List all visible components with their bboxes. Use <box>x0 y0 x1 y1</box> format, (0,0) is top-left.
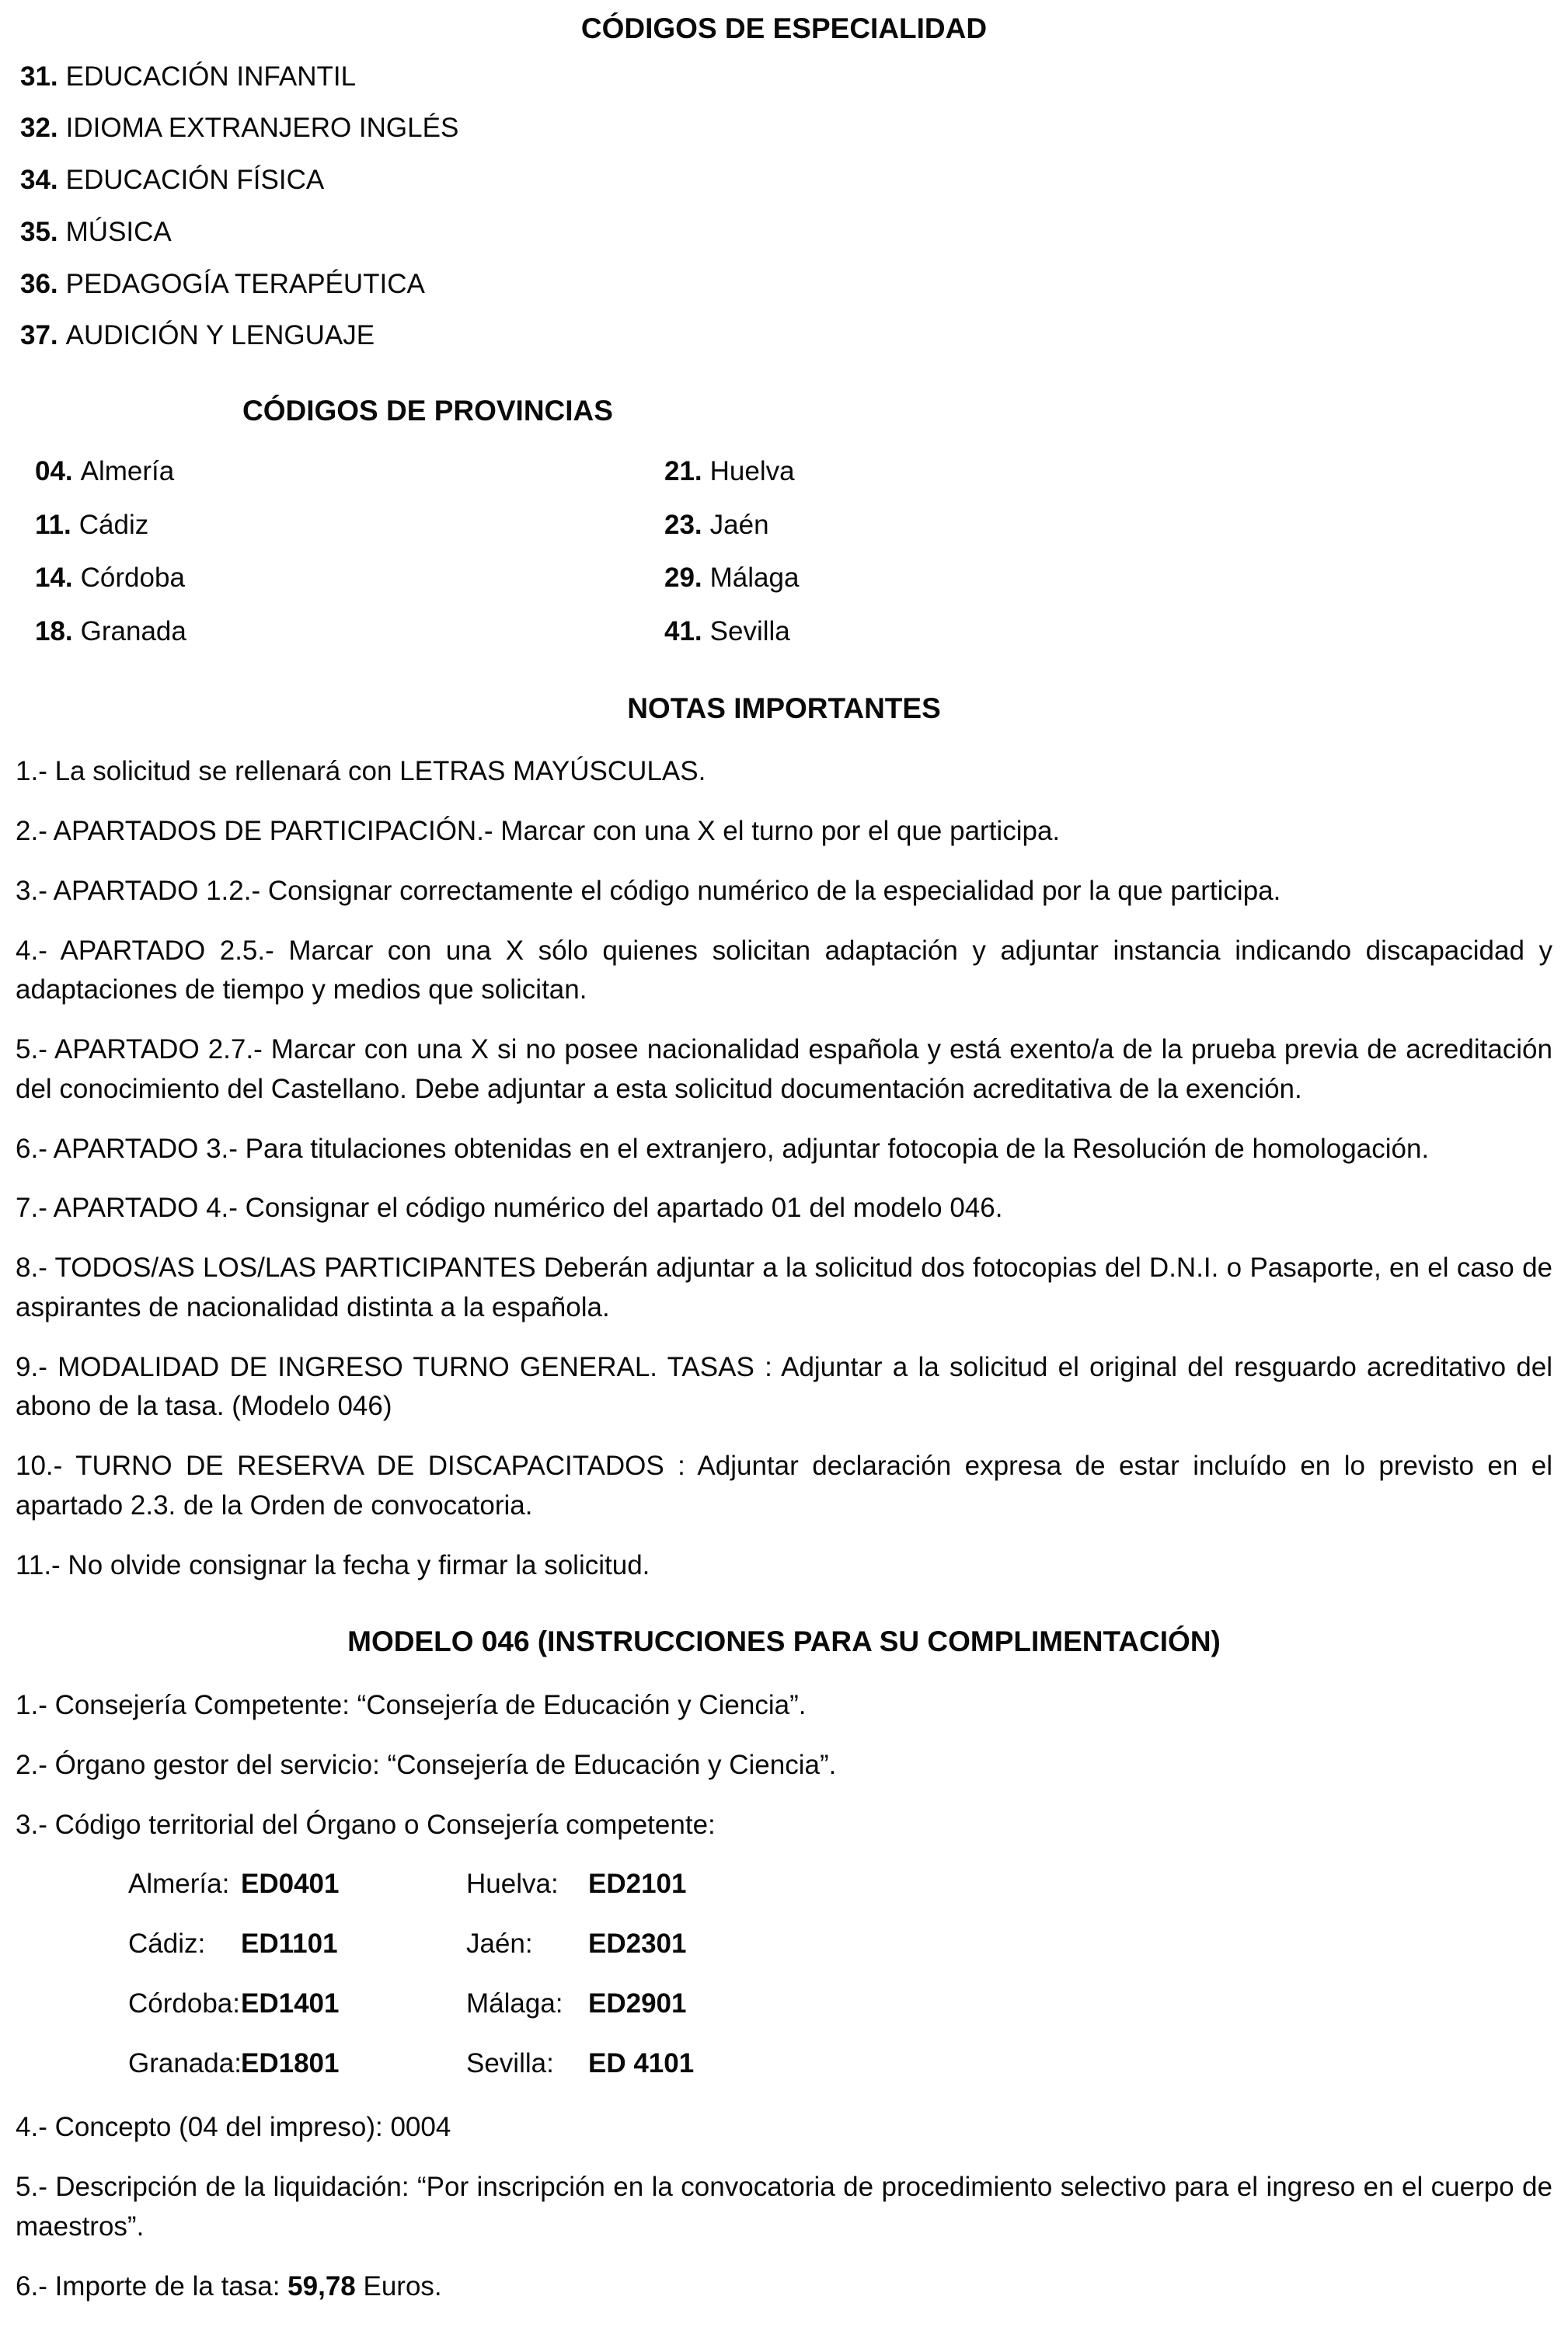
code-value: ED 4101 <box>588 2047 695 2078</box>
specialty-item <box>20 213 1552 253</box>
note-item: 1.- La solicitud se rellenará con LETRAS MAYÚSCULAS. <box>16 756 706 787</box>
code-value: ED1101 <box>241 1929 338 1960</box>
code-label: Almería: <box>128 1869 230 1900</box>
code-value: ED0401 <box>241 1869 340 1900</box>
province-item <box>35 506 664 545</box>
code-value: ED2101 <box>588 1869 687 1900</box>
province-label: Málaga <box>709 563 800 594</box>
modelo-item: 1.- Consejería Competente: “Consejería de Educación y Ciencia”. <box>16 1690 807 1721</box>
note-item: 6.- APARTADO 3.- Para titulaciones obtenidas en el extranjero, adjuntar fotocopia de la Resolución de homologación. <box>16 1133 1430 1164</box>
importe-prefix: 6.- Importe de la tasa: <box>16 2270 288 2301</box>
province-label: Jaén <box>709 509 769 540</box>
specialty-number: 35. <box>20 216 58 247</box>
modelo-heading: MODELO 046 (INSTRUCCIONES PARA SU COMPLIMENTACIÓN) <box>347 1625 1221 1658</box>
importe-line <box>16 2267 1552 2307</box>
code-label: Huelva: <box>466 1869 559 1900</box>
modelo-item-descripcion: 5.- Descripción de la liquidación: “Por inscripción en la convocatoria de procedimiento selectivo para el ingreso en el cuerpo de maestros”. <box>16 2172 1552 2242</box>
province-number: 21. <box>664 455 702 486</box>
note-item: 7.- APARTADO 4.- Consignar el código numérico del apartado 01 del modelo 046. <box>16 1193 1003 1224</box>
specialty-label: AUDICIÓN Y LENGUAJE <box>65 320 375 351</box>
note-item: 8.- TODOS/AS LOS/LAS PARTICIPANTES Deberán adjuntar a la solicitud dos fotocopias del D.N.I. o Pasaporte, en el caso de aspirantes de nacionalidad distinta a la española. <box>16 1253 1552 1322</box>
code-value: ED2301 <box>588 1929 687 1960</box>
specialty-number: 32. <box>20 113 58 144</box>
specialty-number: 34. <box>20 165 58 196</box>
province-label: Córdoba <box>80 563 185 594</box>
province-number: 29. <box>664 563 702 594</box>
notes-heading: NOTAS IMPORTANTES <box>627 692 941 724</box>
province-label: Huelva <box>709 455 795 486</box>
modelo-item: 3.- Código territorial del Órgano o Consejería competente: <box>16 1809 716 1840</box>
modelo-item-concepto: 4.- Concepto (04 del impreso): 0004 <box>16 2112 451 2143</box>
note-item: 4.- APARTADO 2.5.- Marcar con una X sólo quienes solicitan adaptación y adjuntar instancia indicando discapacidad y adaptaciones de tiempo y medios que solicitan. <box>16 935 1552 1005</box>
note-item: 2.- APARTADOS DE PARTICIPACIÓN.- Marcar con una X el turno por el que participa. <box>16 816 1061 847</box>
codes-table <box>128 1865 1061 2083</box>
province-label: Granada <box>80 616 186 647</box>
specialty-list <box>20 57 1552 357</box>
code-label: Málaga: <box>466 1988 563 2019</box>
province-label: Almería <box>80 455 175 486</box>
province-item <box>35 452 664 492</box>
province-item <box>664 506 1045 545</box>
code-label: Cádiz: <box>128 1929 206 1960</box>
province-label: Sevilla <box>709 616 790 647</box>
provinces-heading: CÓDIGOS DE PROVINCIAS <box>242 395 613 427</box>
code-label: Granada: <box>128 2047 242 2078</box>
province-number: 18. <box>35 616 73 647</box>
code-value: ED1401 <box>241 1988 340 2019</box>
province-item <box>35 559 664 598</box>
specialty-number: 37. <box>20 320 58 351</box>
code-value: ED1801 <box>241 2047 340 2078</box>
province-number: 04. <box>35 455 73 486</box>
province-number: 41. <box>664 616 702 647</box>
note-item: 10.- TURNO DE RESERVA DE DISCAPACITADOS : Adjuntar declaración expresa de estar incluído en lo previsto en el apartado 2.3. de la Orden de convocatoria. <box>16 1451 1552 1521</box>
province-item <box>664 452 1045 492</box>
specialty-item <box>20 109 1552 148</box>
specialty-label: MÚSICA <box>65 216 172 247</box>
specialty-item <box>20 265 1552 305</box>
specialty-label: EDUCACIÓN INFANTIL <box>65 61 357 92</box>
importe-value: 59,78 <box>287 2270 356 2301</box>
province-number: 11. <box>35 509 71 540</box>
province-item <box>664 559 1045 598</box>
doc-title: CÓDIGOS DE ESPECIALIDAD <box>580 12 988 44</box>
note-item: 5.- APARTADO 2.7.- Marcar con una X si no posee nacionalidad española y está exento/a de la prueba previa de acreditación del conocimiento del Castellano. Debe adjuntar a esta solicitud documentación acreditativa de la exención. <box>16 1034 1552 1104</box>
province-item <box>35 612 664 652</box>
specialty-item <box>20 316 1552 356</box>
modelo-item: 2.- Órgano gestor del servicio: “Consejería de Educación y Ciencia”. <box>16 1749 837 1780</box>
note-item: 9.- MODALIDAD DE INGRESO TURNO GENERAL. TASAS : Adjuntar a la solicitud el original del resguardo acreditativo del abono de la tasa. (Modelo 046) <box>16 1351 1552 1422</box>
specialty-label: EDUCACIÓN FÍSICA <box>65 165 325 196</box>
code-label: Sevilla: <box>466 2047 554 2078</box>
specialty-label: IDIOMA EXTRANJERO INGLÉS <box>65 113 459 144</box>
specialty-label: PEDAGOGÍA TERAPÉUTICA <box>65 268 425 299</box>
code-value: ED2901 <box>588 1988 687 2019</box>
note-item: 3.- APARTADO 1.2.- Consignar correctamente el código numérico de la especialidad por la que participa. <box>16 875 1281 906</box>
provinces-grid <box>35 452 1045 652</box>
importe-suffix: Euros. <box>355 2270 442 2301</box>
specialty-number: 36. <box>20 268 58 299</box>
specialty-number: 31. <box>20 61 58 92</box>
province-item <box>664 612 1045 652</box>
code-label: Córdoba: <box>128 1988 240 2019</box>
specialty-item <box>20 161 1552 200</box>
province-label: Cádiz <box>78 509 149 540</box>
province-number: 23. <box>664 509 702 540</box>
note-item: 11.- No olvide consignar la fecha y firmar la solicitud. <box>16 1549 650 1580</box>
specialty-item <box>20 57 1552 97</box>
code-label: Jaén: <box>466 1929 533 1960</box>
province-number: 14. <box>35 563 73 594</box>
